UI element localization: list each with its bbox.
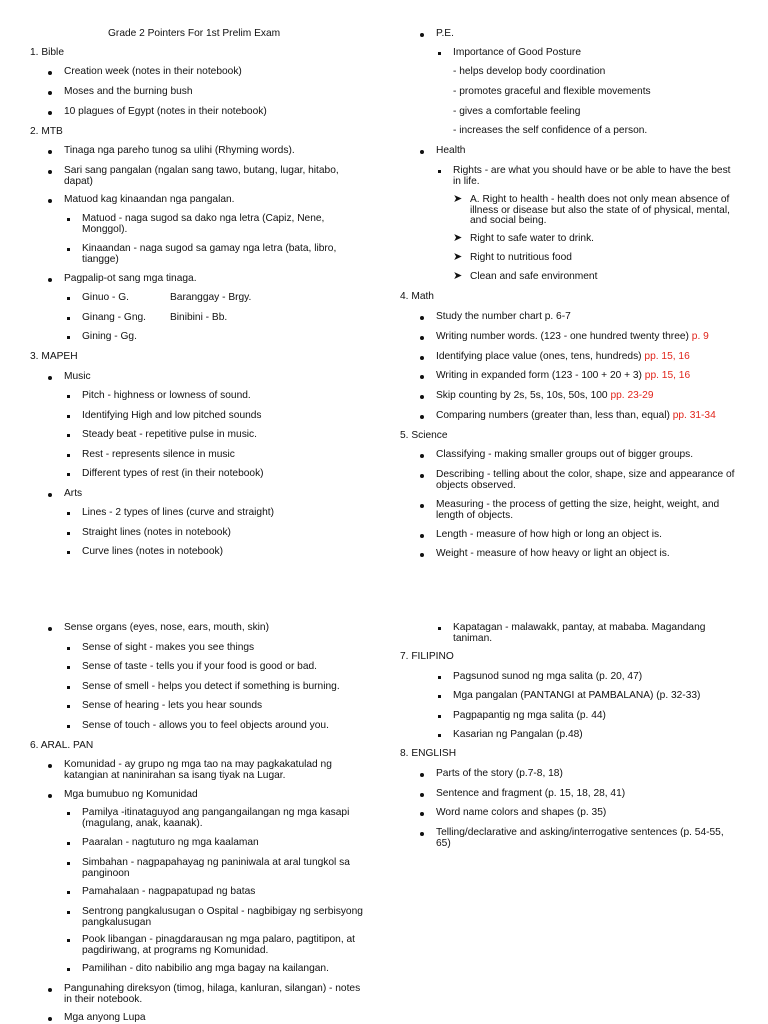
heading-science: 5. Science	[400, 430, 448, 441]
list-item: Simbahan - nagpapahayag ng paniniwala at aral tungkol sa panginoon	[82, 857, 350, 879]
list-item: Word name colors and shapes (p. 35)	[436, 807, 607, 818]
list-item: Kapatagan - malawakk, pantay, at mababa. Magandang taniman.	[453, 622, 706, 644]
sub-bullet	[67, 812, 70, 815]
list-item: 10 plagues of Egypt (notes in their notebook)	[64, 106, 267, 117]
arrow-bullet-icon: ➤	[453, 193, 463, 205]
subheading-pe: P.E.	[436, 28, 454, 39]
list-item: Moses and the burning bush	[64, 86, 193, 97]
bullet	[48, 111, 52, 115]
list-item: Sense of smell - helps you detect if something is burning.	[82, 681, 340, 692]
bullet	[48, 988, 52, 992]
list-item: Kasarian ng Pangalan (p.48)	[453, 729, 583, 740]
bullet	[420, 773, 424, 777]
heading-math: 4. Math	[400, 291, 434, 302]
bullet	[420, 793, 424, 797]
sub-bullet	[438, 695, 441, 698]
bullet	[420, 356, 424, 360]
sub-bullet	[67, 336, 70, 339]
heading-mapeh: 3. MAPEH	[30, 351, 78, 362]
list-item: Creation week (notes in their notebook)	[64, 66, 242, 77]
list-item: Study the number chart p. 6-7	[436, 311, 571, 322]
list-item: - promotes graceful and flexible movements	[453, 86, 651, 97]
list-item: Pagpalip-ot sang mga tinaga.	[64, 273, 197, 284]
list-item: Weight - measure of how heavy or light an object is.	[436, 548, 670, 559]
list-item: Classifying - making smaller groups out of bigger groups.	[436, 449, 694, 460]
sub-bullet	[67, 647, 70, 650]
list-item: Mga bumubuo ng Komunidad	[64, 789, 198, 800]
sub-bullet	[67, 297, 70, 300]
list-item: Different types of rest (in their notebook)	[82, 468, 264, 479]
subheading-health: Health	[436, 145, 466, 156]
page-ref: pp. 23-29	[610, 390, 654, 401]
arrow-bullet-icon: ➤	[453, 270, 463, 282]
list-item: Steady beat - repetitive pulse in music.	[82, 429, 257, 440]
bullet	[48, 627, 52, 631]
list-item: Measuring - the process of getting the size, height, weight, and length of objects.	[436, 499, 720, 521]
list-item: Mga anyong Lupa	[64, 1012, 146, 1023]
list-item: A. Right to health - health does not only mean absence of illness or disease but also the state of of physical, mental, and social being.	[470, 194, 730, 227]
sub-bullet	[67, 686, 70, 689]
bullet	[48, 376, 52, 380]
sub-bullet	[438, 715, 441, 718]
sub-bullet	[438, 627, 441, 630]
sub-bullet	[67, 911, 70, 914]
sub-bullet	[67, 434, 70, 437]
list-item: Sense of hearing - lets you hear sounds	[82, 700, 263, 711]
bullet	[420, 395, 424, 399]
bullet	[420, 553, 424, 557]
list-item: Sense of taste - tells you if your food is good or bad.	[82, 661, 318, 672]
bullet	[420, 415, 424, 419]
sub-bullet	[67, 512, 70, 515]
bullet	[48, 199, 52, 203]
bullet	[420, 812, 424, 816]
list-item: Length - measure of how high or long an object is.	[436, 529, 662, 540]
list-item: Rights - are what you should have or be able to have the best in life.	[453, 165, 731, 187]
bullet	[48, 91, 52, 95]
sub-bullet	[67, 891, 70, 894]
heading-aralpan: 6. ARAL. PAN	[30, 740, 94, 751]
bullet	[48, 493, 52, 497]
list-item: - gives a comfortable feeling	[453, 106, 581, 117]
list-item: Lines - 2 types of lines (curve and straight)	[82, 507, 274, 518]
bullet	[48, 764, 52, 768]
subheading-music: Music	[64, 371, 91, 382]
list-item: Mga pangalan (PANTANGI at PAMBALANA) (p. 32-33)	[453, 690, 701, 701]
list-item: Sense of touch - allows you to feel objects around you.	[82, 720, 329, 731]
sub-bullet	[438, 676, 441, 679]
bullet	[420, 150, 424, 154]
list-item: Sentence and fragment (p. 15, 18, 28, 41)	[436, 788, 626, 799]
bullet	[420, 832, 424, 836]
list-item: Describing - telling about the color, shape, size and appearance of objects observed.	[436, 469, 735, 491]
arrow-bullet-icon: ➤	[453, 251, 463, 263]
list-item: Importance of Good Posture	[453, 47, 581, 58]
list-item: Kinaandan - naga sugod sa gamay nga letra (bata, libro, tiangge)	[82, 243, 337, 265]
bullet	[48, 1017, 52, 1021]
bullet	[48, 170, 52, 174]
bullet	[48, 794, 52, 798]
list-item: Straight lines (notes in notebook)	[82, 527, 231, 538]
sub-bullet	[438, 52, 441, 55]
sub-bullet	[67, 218, 70, 221]
page-ref: pp. 31-34	[672, 410, 716, 421]
abbrev-item: Ginang - Gng.	[82, 312, 146, 323]
bullet	[420, 316, 424, 320]
sub-bullet	[67, 551, 70, 554]
sub-bullet	[67, 532, 70, 535]
list-item: Pamilihan - dito nabibilio ang mga bagay na kailangan.	[82, 963, 329, 974]
list-item: Rest - represents silence in music	[82, 449, 235, 460]
list-item: Writing number words. (123 - one hundred twenty three) p. 9	[436, 331, 709, 342]
sub-bullet	[67, 968, 70, 971]
sub-bullet	[67, 454, 70, 457]
list-item: Paaralan - nagtuturo ng mga kaalaman	[82, 837, 259, 848]
list-item: Right to safe water to drink.	[470, 233, 595, 244]
list-item: Matuod kag kinaandan nga pangalan.	[64, 194, 235, 205]
list-item: Telling/declarative and asking/interrogative sentences (p. 54-55, 65)	[436, 827, 724, 849]
sub-bullet	[438, 734, 441, 737]
sub-bullet	[67, 842, 70, 845]
bullet	[420, 474, 424, 478]
sub-bullet	[67, 705, 70, 708]
list-item: Pamahalaan - nagpapatupad ng batas	[82, 886, 256, 897]
list-item: Comparing numbers (greater than, less than, equal) pp. 31-34	[436, 410, 716, 421]
list-item: Sense of sight - makes you see things	[82, 642, 255, 653]
bullet	[420, 33, 424, 37]
list-item: Pagpapantig ng mga salita (p. 44)	[453, 710, 606, 721]
abbrev-item: Binibini - Bb.	[170, 312, 228, 323]
arrow-bullet-icon: ➤	[453, 232, 463, 244]
abbrev-item: Baranggay - Brgy.	[170, 292, 252, 303]
heading-mtb: 2. MTB	[30, 126, 63, 137]
sub-bullet	[67, 725, 70, 728]
list-item: Komunidad - ay grupo ng mga tao na may pagkakatulad ng katangian at naninirahan sa isang tiyak na Lugar.	[64, 759, 332, 781]
list-item: Identifying place value (ones, tens, hundreds) pp. 15, 16	[436, 351, 690, 362]
page-title: Grade 2 Pointers For 1st Prelim Exam	[108, 28, 281, 39]
bullet	[48, 278, 52, 282]
sub-bullet	[67, 862, 70, 865]
list-item: Pitch - highness or lowness of sound.	[82, 390, 251, 401]
list-item: Identifying High and low pitched sounds	[82, 410, 262, 421]
list-item: Clean and safe environment	[470, 271, 598, 282]
list-item: Skip counting by 2s, 5s, 10s, 50s, 100 pp. 23-29	[436, 390, 654, 401]
heading-english: 8. ENGLISH	[400, 748, 457, 759]
list-item: Writing in expanded form (123 - 100 + 20 + 3) pp. 15, 16	[436, 370, 691, 381]
sub-bullet	[67, 666, 70, 669]
bullet	[48, 150, 52, 154]
abbrev-item: Gining - Gg.	[82, 331, 137, 342]
list-item: Pangunahing direksyon (timog, hilaga, kanluran, silangan) - notes in their notebook.	[64, 983, 361, 1005]
abbrev-item: Ginuo - G.	[82, 292, 129, 303]
bullet	[48, 71, 52, 75]
bullet	[420, 375, 424, 379]
subheading-arts: Arts	[64, 488, 83, 499]
list-item: Sari sang pangalan (ngalan sang tawo, butang, lugar, hitabo, dapat)	[64, 165, 339, 187]
page-ref: pp. 15, 16	[644, 351, 690, 362]
sub-bullet	[438, 170, 441, 173]
list-item: Parts of the story (p.7-8, 18)	[436, 768, 563, 779]
heading-bible: 1. Bible	[30, 47, 64, 58]
sub-bullet	[67, 415, 70, 418]
list-item: Sentrong pangkalusugan o Ospital - nagbibigay ng serbisyong pangkalusugan	[82, 906, 363, 928]
list-item: Pagsunod sunod ng mga salita (p. 20, 47)	[453, 671, 643, 682]
list-item: Sense organs (eyes, nose, ears, mouth, skin)	[64, 622, 269, 633]
page-ref: p. 9	[691, 331, 709, 342]
sub-bullet	[67, 395, 70, 398]
list-item: Curve lines (notes in notebook)	[82, 546, 224, 557]
bullet	[420, 336, 424, 340]
list-item: - helps develop body coordination	[453, 66, 606, 77]
list-item: Matuod - naga sugod sa dako nga letra (Capiz, Nene, Monggol).	[82, 213, 325, 235]
sub-bullet	[67, 317, 70, 320]
sub-bullet	[67, 939, 70, 942]
bullet	[420, 534, 424, 538]
list-item: - increases the self confidence of a person.	[453, 125, 648, 136]
sub-bullet	[67, 473, 70, 476]
list-item: Pook libangan - pinagdarausan ng mga palaro, pagtitipon, at pagdiriwang, at programs ng Komunidad.	[82, 934, 355, 956]
sub-bullet	[67, 248, 70, 251]
page-ref: pp. 15, 16	[644, 370, 691, 381]
list-item: Right to nutritious food	[470, 252, 572, 263]
bullet	[420, 454, 424, 458]
bullet	[420, 504, 424, 508]
list-item: Tinaga nga pareho tunog sa ulihi (Rhyming words).	[64, 145, 295, 156]
heading-filipino: 7. FILIPINO	[400, 651, 454, 662]
list-item: Pamilya -itinataguyod ang pangangailangan ng mga kasapi (magulang, anak, kaanak).	[82, 807, 350, 829]
